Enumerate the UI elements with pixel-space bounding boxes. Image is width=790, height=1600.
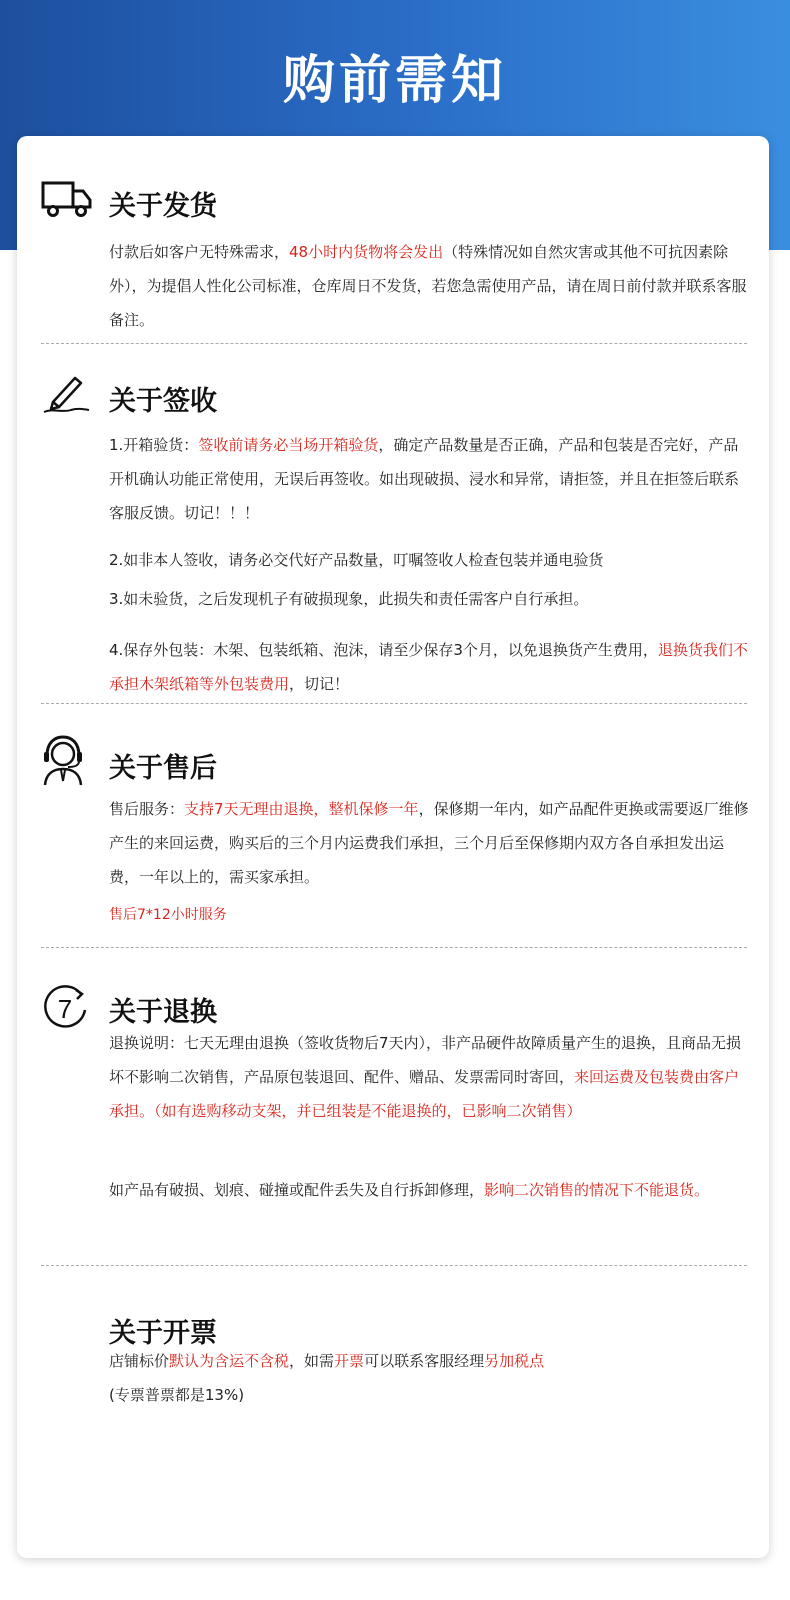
highlight-run: 签收前请务必当场开箱验货 [198,436,379,454]
returns-text-2 [109,1173,749,1207]
headset-icon [41,734,85,786]
notice-card [17,136,769,1558]
seven-day-digit: 7 [57,994,73,1024]
text-run: 4.保存外包装：木架、包装纸箱、泡沫，请至少保存3个月，以免退换货产生费用， [109,641,658,659]
highlight-run: 来回运费及包装费由客户承担。（如有选购移动支架，并已组装是不能退换的，已影响二次销售） [109,1068,740,1120]
section-title: 关于售后 [109,753,217,784]
returns-text-1 [109,1026,749,1128]
receipt-text-4 [109,633,749,701]
highlight-run: 支持7天无理由退换，整机保修一年 [184,800,419,818]
highlight-run: 默认为含运不含税 [169,1352,290,1370]
highlight-run: 影响二次销售的情况下不能退货。 [484,1181,710,1199]
text-run: 店铺标价 [109,1352,170,1370]
text-run: ，如需 [289,1352,335,1370]
text-run: ，切记！ [289,675,350,693]
text-run: 1.开箱验货： [109,436,199,454]
divider [41,703,747,704]
text-run: 售后服务： [109,800,185,818]
receipt-text-2: 2.如非本人签收，请务必交代好产品数量，叮嘱签收人检查包装并通电验货 [109,551,604,569]
divider [41,1265,747,1266]
text-run: ，保修期一年内，如产品配件更换或需要返厂维修产生的来回运费，购买后的三个月内运费我们承担，三个月后至保修期内双方各自承担发出运费，一年以上的，需买家承担。 [109,800,749,886]
highlight-run: 另加税点 [484,1352,545,1370]
text-run: 如产品有破损、划痕、碰撞或配件丢失及自行拆卸修理， [109,1181,485,1199]
service-hours: 售后7*12小时服务 [109,907,227,923]
invoice-text-1 [109,1344,749,1378]
highlight-run: 退换货我们不承担木架纸箱等外包装费用 [109,641,748,693]
receipt-text-1 [109,428,749,530]
seven-day-icon [41,984,89,1032]
receipt-text-3: 3.如未验货，之后发现机子有破损现象，此损失和责任需客户自行承担。 [109,590,589,608]
text-run: （特殊情况如自然灾害或其他不可抗因素除外），为提倡人性化公司标准，仓库周日不发货，若您急需使用产品，请在周日前付款并联系客服备注。 [109,243,747,329]
section-title: 关于发货 [109,191,217,222]
page-title: 购前需知 [282,51,507,111]
text-run: 付款后如客户无特殊需求， [109,243,290,261]
divider [41,947,747,948]
text-run: ，确定产品数量是否正确，产品和包装是否完好，产品开机确认功能正常使用，无误后再签收。如出现破损、浸水和异常，请拒签，并且在拒签后联系客服反馈。切记！！！ [109,436,740,522]
highlight-run: 开票 [334,1352,365,1370]
aftersale-text-1 [109,792,749,894]
highlight-run: 48小时内货物将会发出 [289,243,444,261]
divider [41,343,747,344]
invoice-text-2: (专票普票都是13%) [109,1386,245,1404]
truck-icon [41,180,93,218]
section-title: 关于退换 [109,997,217,1028]
shipping-text [109,235,749,337]
section-title: 关于开票 [109,1318,217,1349]
text-run: 退换说明：七天无理由退换（签收货物后7天内），非产品硬件故障质量产生的退换，且商品无损坏不影响二次销售，产品原包装退回、配件、赠品、发票需同时寄回， [109,1034,742,1086]
section-title: 关于签收 [109,386,217,417]
text-run: 可以联系客服经理 [364,1352,485,1370]
pen-icon [41,372,91,414]
